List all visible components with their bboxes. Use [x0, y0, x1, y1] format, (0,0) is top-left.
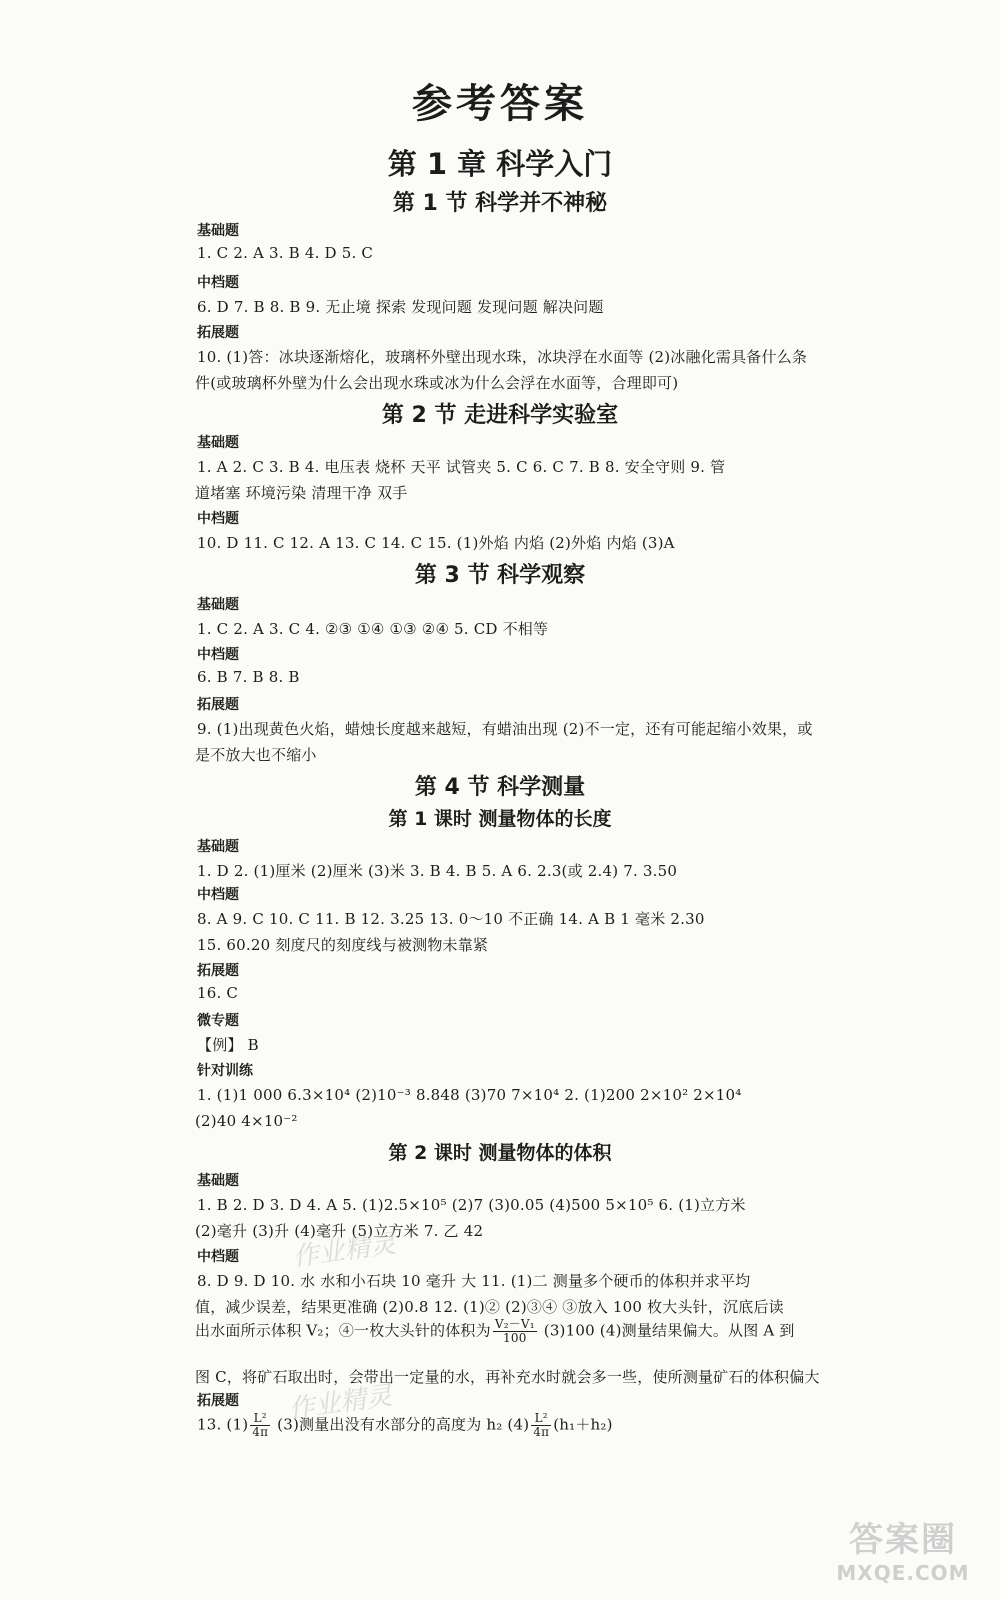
logo-text: 答案圈	[849, 1520, 957, 1560]
label-extend: 拓展题	[197, 1393, 239, 1409]
fraction	[250, 1412, 270, 1439]
text-segment: 出水面所示体积 V₂；④一枚大头针的体积为	[195, 1321, 491, 1340]
text-segment: (3)测量出没有水部分的高度为 h₂ (4)	[272, 1415, 530, 1434]
answer-line: 6. B 7. B 8. B	[197, 668, 300, 686]
answer-line: 件(或玻璃杯外壁为什么会出现水珠或冰为什么会浮在水面等，合理即可)	[195, 374, 679, 392]
answer-line: 是不放大也不缩小	[195, 746, 317, 764]
answer-line: 10. D 11. C 12. A 13. C 14. C 15. (1)外焰 内焰 (2)外焰 内焰 (3)A	[197, 534, 675, 552]
label-basic: 基础题	[197, 223, 239, 239]
answer-line: 9. (1)出现黄色火焰，蜡烛长度越来越短，有蜡油出现 (2)不一定，还有可能起缩小效果，或	[197, 720, 813, 738]
answer-line: 道堵塞 环境污染 清理干净 双手	[195, 484, 408, 502]
fraction	[493, 1318, 537, 1345]
label-middle: 中档题	[197, 511, 239, 527]
label-basic: 基础题	[197, 839, 239, 855]
page-title: 参考答案	[412, 81, 588, 127]
section-heading-1: 第 1 节 科学并不神秘	[392, 191, 608, 216]
answer-line: 1. D 2. (1)厘米 (2)厘米 (3)米 3. B 4. B 5. A 6. 2.3(或 2.4) 7. 3.50	[197, 862, 678, 880]
answer-line: 1. A 2. C 3. B 4. 电压表 烧杯 天平 试管夹 5. C 6. C 7. B 8. 安全守则 9. 管	[197, 458, 726, 476]
label-middle: 中档题	[197, 275, 239, 291]
logo-domain: MXQE.COM	[836, 1561, 970, 1585]
answer-line: 10. (1)答：冰块逐渐熔化，玻璃杯外壁出现水珠，冰块浮在水面等 (2)冰融化需具备什么条	[197, 348, 808, 366]
answer-line: (2)40 4×10⁻²	[195, 1112, 298, 1130]
label-basic: 基础题	[197, 1173, 239, 1189]
label-middle: 中档题	[197, 1249, 239, 1265]
answer-line: 8. A 9. C 10. C 11. B 12. 3.25 13. 0～10 不正确 14. A B 1 毫米 2.30	[197, 910, 705, 928]
label-middle: 中档题	[197, 887, 239, 903]
label-basic: 基础题	[197, 597, 239, 613]
watermark: 作业精灵	[286, 1380, 394, 1426]
answer-line: 1. (1)1 000 6.3×10⁴ (2)10⁻³ 8.848 (3)70 7×10⁴ 2. (1)200 2×10² 2×10⁴	[197, 1086, 742, 1104]
answer-line: 1. C 2. A 3. B 4. D 5. C	[197, 244, 374, 262]
label-extend: 拓展题	[197, 963, 239, 979]
example-line: 【例】 B	[197, 1036, 259, 1054]
fraction-denominator: 100	[503, 1331, 527, 1345]
fraction-denominator: 4π	[252, 1425, 269, 1439]
label-middle: 中档题	[197, 647, 239, 663]
fraction-numerator: L²	[531, 1412, 551, 1426]
fraction-numerator: L²	[250, 1412, 270, 1426]
watermark: 作业精灵	[290, 1228, 398, 1274]
section-heading-3: 第 3 节 科学观察	[414, 563, 586, 588]
text-segment: (h₁＋h₂)	[553, 1415, 613, 1434]
section-heading-2: 第 2 节 走进科学实验室	[381, 403, 619, 428]
section-heading-4: 第 4 节 科学测量	[414, 775, 586, 800]
label-micro: 微专题	[197, 1013, 239, 1029]
text-segment: 13. (1)	[197, 1415, 249, 1434]
chapter-heading: 第 1 章 科学入门	[387, 147, 613, 181]
answer-line: 15. 60.20 刻度尺的刻度线与被测物未靠紧	[197, 936, 489, 954]
fraction-denominator: 4π	[533, 1425, 550, 1439]
label-training: 针对训练	[197, 1063, 253, 1079]
label-extend: 拓展题	[197, 697, 239, 713]
answer-line: 1. B 2. D 3. D 4. A 5. (1)2.5×10⁵ (2)7 (3)0.05 (4)500 5×10⁵ 6. (1)立方米	[197, 1196, 746, 1214]
lesson-heading-1: 第 1 课时 测量物体的长度	[388, 808, 612, 830]
answer-line: 8. D 9. D 10. 水 水和小石块 10 毫升 大 11. (1)二 测量多个硬币的体积并求平均	[197, 1272, 751, 1290]
fraction-numerator: V₂－V₁	[494, 1317, 535, 1331]
text-segment: (3)100 (4)测量结果偏大。从图 A 到	[538, 1321, 795, 1340]
answer-line: 16. C	[197, 984, 239, 1002]
answer-line: (2)毫升 (3)升 (4)毫升 (5)立方米 7. 乙 42	[195, 1222, 484, 1240]
answer-line: 1. C 2. A 3. C 4. ②③ ①④ ①③ ②④ 5. CD 不相等	[197, 620, 549, 638]
fraction	[531, 1412, 551, 1439]
answer-line: 值，减少误差，结果更准确 (2)0.8 12. (1)② (2)③④ ③放入 100 枚大头针，沉底后读	[195, 1298, 784, 1316]
label-basic: 基础题	[197, 435, 239, 451]
answer-line-with-fraction	[195, 1318, 835, 1345]
lesson-heading-2: 第 2 课时 测量物体的体积	[388, 1142, 612, 1164]
label-extend: 拓展题	[197, 325, 239, 341]
site-logo	[828, 1512, 978, 1585]
answer-line: 图 C，将矿石取出时，会带出一定量的水，再补充水时就会多一些，使所测量矿石的体积偏大	[195, 1368, 820, 1386]
answer-line: 6. D 7. B 8. B 9. 无止境 探索 发现问题 发现问题 解决问题	[197, 298, 604, 316]
